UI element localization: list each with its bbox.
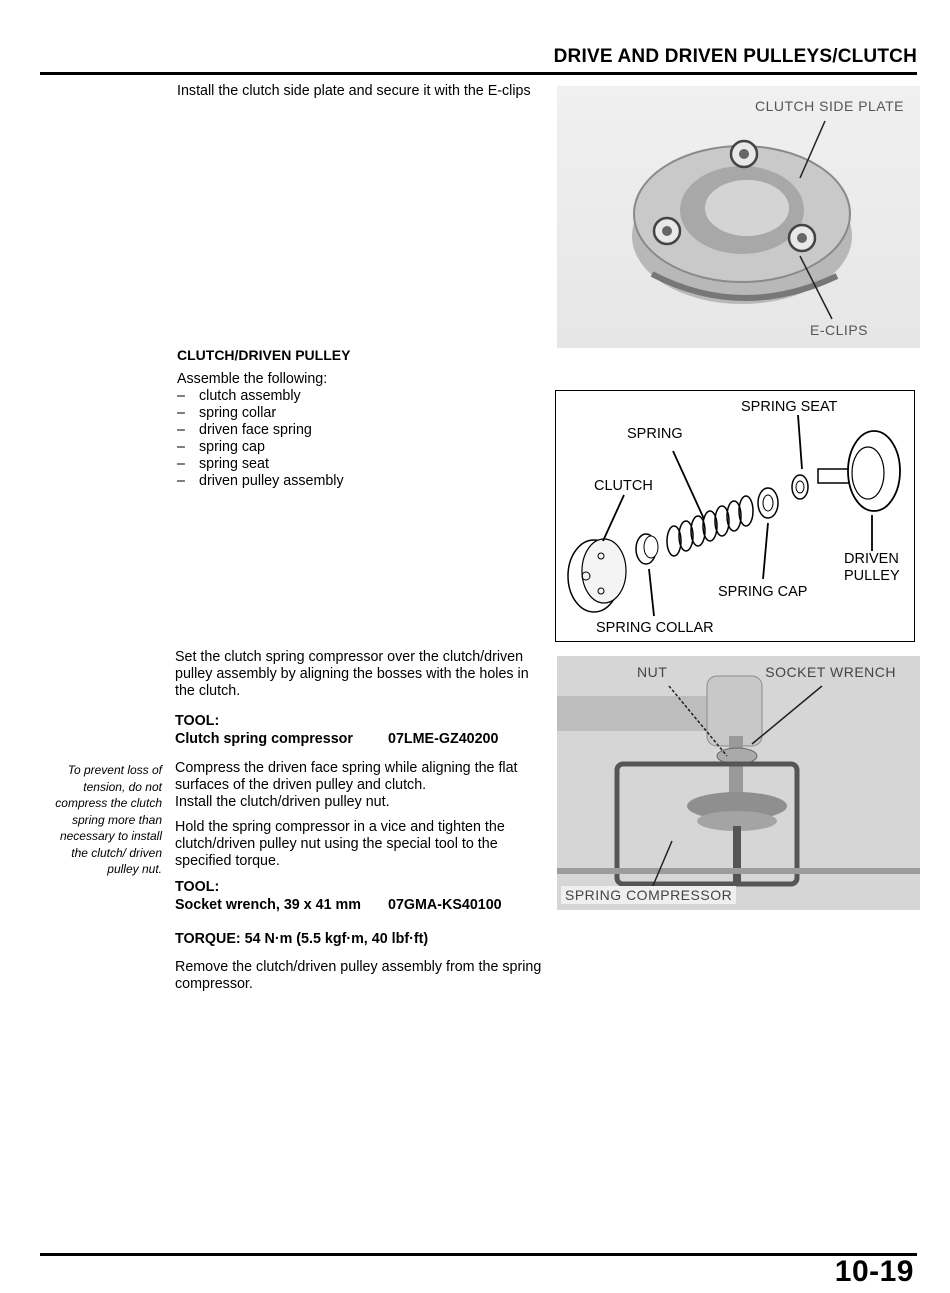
tool-heading-2: TOOL: (175, 879, 220, 895)
side-note-caution: To prevent loss of tension, do not compress the clutch spring more than necessary to install the clutch/ driven pulley nut. (55, 763, 162, 876)
remove-assembly-text: Remove the clutch/driven pulley assembly from the spring compressor. (175, 959, 542, 992)
exploded-assembly-diagram (555, 390, 915, 642)
spring-label: SPRING (627, 426, 683, 442)
page-header-title: DRIVE AND DRIVEN PULLEYS/CLUTCH (553, 46, 917, 67)
spring-compressor-photo (557, 656, 920, 910)
driven-pulley-label-line2: PULLEY (844, 568, 900, 584)
spring-seat-label: SPRING SEAT (741, 399, 838, 415)
set-compressor-text: Set the clutch spring compressor over the clutch/driven pulley assembly by aligning the bosses with the holes in the clutch. (175, 649, 529, 699)
clutch-side-plate-photo (557, 86, 920, 348)
spring-cap-label: SPRING CAP (718, 584, 808, 600)
tool-heading-1: TOOL: (175, 713, 220, 729)
list-item: – clutch assembly (177, 388, 547, 405)
page-number: 10-19 (834, 1255, 914, 1288)
exploded-assembly-illustration (556, 391, 914, 641)
list-item: – spring cap (177, 439, 547, 456)
compress-spring-text: Compress the driven face spring while aligning the flat surfaces of the driven pulley and clutch. (175, 760, 518, 793)
eclips-label: E-CLIPS (810, 322, 868, 338)
spring-compressor-label: SPRING COMPRESSOR (561, 886, 736, 904)
clutch-label: CLUTCH (594, 478, 653, 494)
assembly-list (177, 388, 547, 490)
assembly-list-block (177, 371, 547, 490)
tighten-nut-text: Hold the spring compressor in a vice and tighten the clutch/driven pulley nut using the special tool to the specified torque. (175, 819, 505, 869)
clutch-side-plate-label: CLUTCH SIDE PLATE (754, 98, 904, 114)
list-item: – spring collar (177, 405, 547, 422)
socket-wrench-label: SOCKET WRENCH (765, 664, 896, 680)
install-nut-text: Install the clutch/driven pulley nut. (175, 794, 390, 810)
tool1-code: 07LME-GZ40200 (388, 731, 499, 747)
spring-collar-label: SPRING COLLAR (596, 620, 714, 636)
nut-label: NUT (637, 664, 668, 680)
list-item: – spring seat (177, 456, 547, 473)
spring-compressor-illustration (557, 656, 920, 910)
install-side-plate-text: Install the clutch side plate and secure it with the E-clips (177, 83, 531, 99)
tool2-name: Socket wrench, 39 x 41 mm (175, 897, 361, 913)
header-rule (40, 72, 917, 75)
torque-spec: TORQUE: 54 N·m (5.5 kgf·m, 40 lbf·ft) (175, 931, 429, 947)
tool2-code: 07GMA-KS40100 (388, 897, 502, 913)
list-item: – driven face spring (177, 422, 547, 439)
footer-rule (40, 1253, 917, 1256)
driven-pulley-label-line1: DRIVEN (844, 551, 899, 567)
clutch-side-plate-illustration (557, 86, 920, 348)
clutch-driven-pulley-heading: CLUTCH/DRIVEN PULLEY (177, 347, 351, 363)
assemble-intro: Assemble the following: (177, 371, 328, 387)
list-item: – driven pulley assembly (177, 473, 547, 490)
tool1-name: Clutch spring compressor (175, 731, 353, 747)
